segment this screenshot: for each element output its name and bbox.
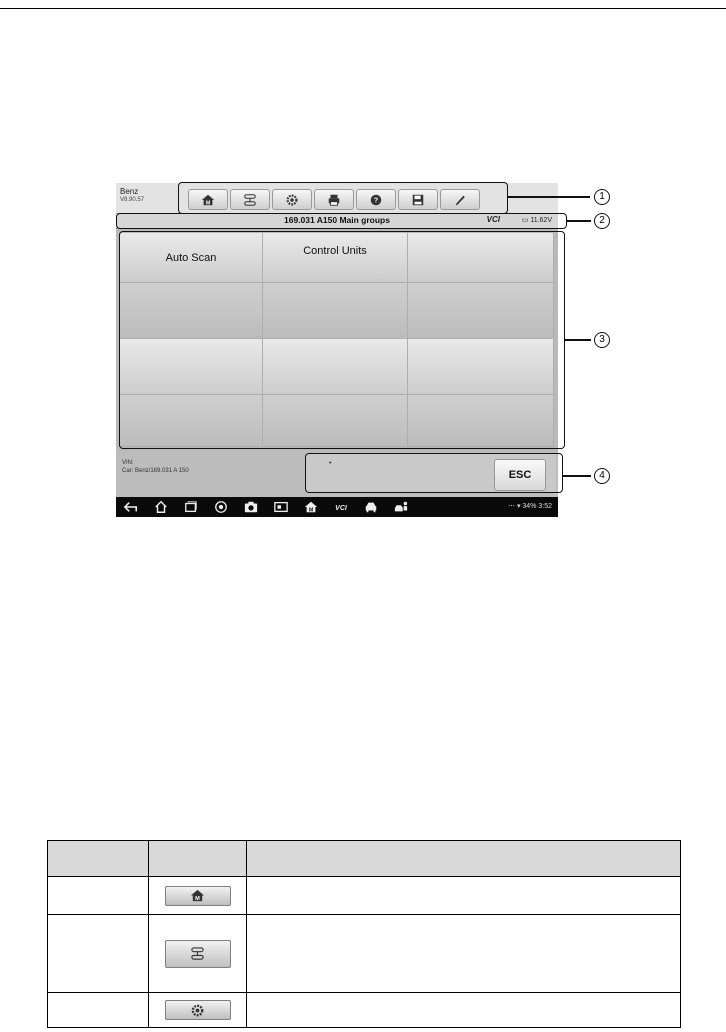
table-header-cell xyxy=(149,841,247,877)
svg-text:VCI: VCI xyxy=(335,504,347,512)
vci-icon xyxy=(334,500,348,514)
recent-apps-icon xyxy=(184,500,198,514)
settings-button-sample xyxy=(165,1000,231,1020)
home-button-sample xyxy=(165,886,231,906)
chrome-icon xyxy=(214,500,228,514)
table-cell xyxy=(48,993,149,1028)
nav-display-button[interactable] xyxy=(266,497,296,517)
car-icon xyxy=(364,500,378,514)
callout-leader xyxy=(508,196,590,198)
voltage-value: 11.62V xyxy=(530,217,552,224)
display-icon xyxy=(274,500,288,514)
status-area xyxy=(508,502,552,510)
android-nav-bar xyxy=(116,497,558,517)
vci-status: VCI xyxy=(486,215,500,224)
home-icon xyxy=(190,888,205,903)
user-car-icon xyxy=(394,500,408,514)
callout-number-3: 3 xyxy=(594,332,610,348)
table-row xyxy=(48,993,681,1028)
table-header-cell xyxy=(48,841,149,877)
callout-bracket-title-bar xyxy=(116,213,567,229)
nav-browser-button[interactable] xyxy=(206,497,236,517)
car-label: Car: Benz/169.031 A 150 xyxy=(122,468,189,474)
table-row xyxy=(48,877,681,915)
table-cell xyxy=(149,915,247,993)
camera-icon xyxy=(244,500,258,514)
maxisys-icon xyxy=(304,500,318,514)
table-header-row xyxy=(48,841,681,877)
callout-number-2: 2 xyxy=(594,213,610,229)
nav-camera-button[interactable] xyxy=(236,497,266,517)
esc-button[interactable]: ESC xyxy=(494,459,546,491)
vin-label: VIN: xyxy=(122,460,134,466)
table-cell xyxy=(247,877,681,915)
brand-name: Benz xyxy=(120,187,139,196)
table-header-cell xyxy=(247,841,681,877)
callout-number-4: 4 xyxy=(594,468,610,484)
nav-recent-apps-button[interactable] xyxy=(176,497,206,517)
wifi-icon: ⋯ ▾ xyxy=(508,503,523,510)
nav-back-button[interactable] xyxy=(116,497,146,517)
brand-block xyxy=(120,187,144,205)
vehicle-info xyxy=(122,459,189,475)
callout-number-1: 1 xyxy=(594,189,610,205)
vehicle-swap-button-sample xyxy=(165,940,231,968)
callout-bracket-function-buttons xyxy=(305,453,563,493)
nav-car-button[interactable] xyxy=(356,497,386,517)
header-rule xyxy=(0,8,726,9)
menu-button-auto-scan[interactable]: Auto Scan xyxy=(120,233,263,283)
table-cell xyxy=(48,877,149,915)
svg-text:M: M xyxy=(308,507,314,514)
menu-button-control-units[interactable]: Control Units xyxy=(263,233,408,283)
svg-text:M: M xyxy=(205,199,211,206)
back-icon xyxy=(124,500,138,514)
callout-leader xyxy=(565,339,591,341)
table-cell xyxy=(247,993,681,1028)
callout-leader xyxy=(567,220,591,222)
home-icon xyxy=(154,500,168,514)
nav-vci-button[interactable] xyxy=(326,497,356,517)
table-cell xyxy=(149,993,247,1028)
battery-icon: ▭ xyxy=(521,217,531,224)
vehicle-swap-icon xyxy=(190,946,205,961)
nav-maxisys-button[interactable] xyxy=(296,497,326,517)
svg-text:M: M xyxy=(195,896,200,903)
status-text: 34% 3:52 xyxy=(522,503,552,510)
toolbar-buttons-table xyxy=(47,840,681,1028)
callout-leader xyxy=(563,475,591,477)
gear-icon xyxy=(190,1003,205,1018)
panel-dot: • xyxy=(329,460,332,467)
nav-home-button[interactable] xyxy=(146,497,176,517)
table-cell xyxy=(149,877,247,915)
callout-bracket-main-section xyxy=(119,231,565,449)
brand-version: V8.90.57 xyxy=(120,197,145,203)
callout-bracket-toolbar xyxy=(178,182,508,214)
table-cell xyxy=(247,915,681,993)
nav-user-car-button[interactable] xyxy=(386,497,416,517)
function-title: 169.031 A150 Main groups xyxy=(284,215,390,225)
table-row xyxy=(48,915,681,993)
table-cell xyxy=(48,915,149,993)
svg-text:?: ? xyxy=(373,197,379,205)
